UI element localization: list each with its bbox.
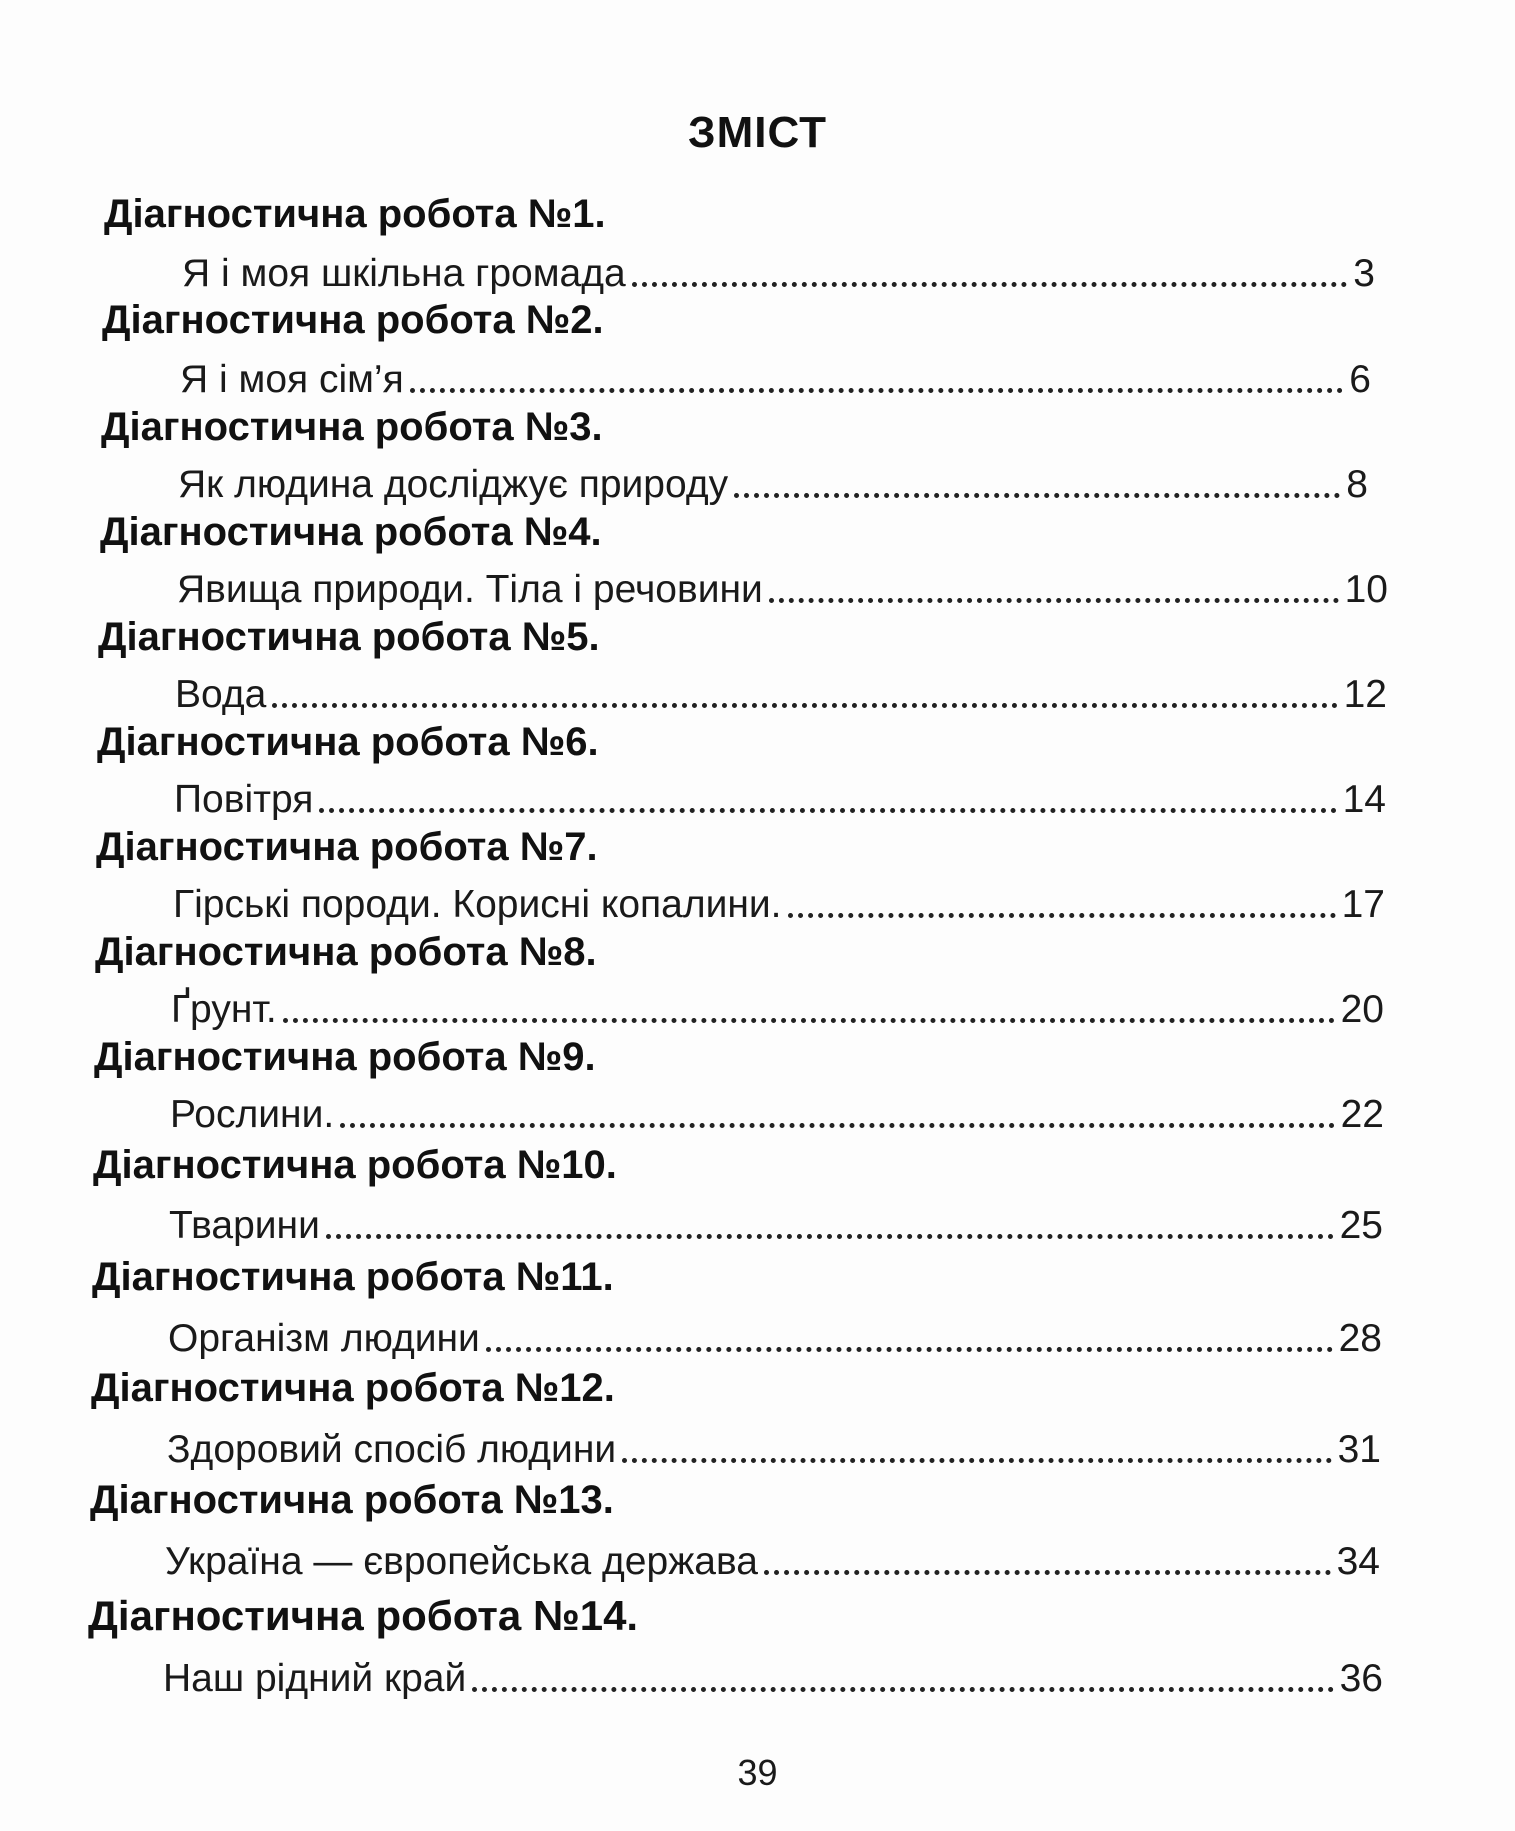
toc-heading-8: Діагностична робота №8. — [95, 930, 597, 974]
toc-entry-topic: Гірські породи. Корисні копалини. — [173, 883, 782, 926]
toc-entry-topic: Я і моя шкільна громада — [182, 252, 626, 295]
toc-heading-10: Діагностична робота №10. — [93, 1143, 617, 1187]
dot-leader — [622, 1458, 1331, 1463]
toc-heading-5: Діагностична робота №5. — [98, 615, 600, 659]
toc-heading-6: Діагностична робота №6. — [97, 720, 599, 764]
toc-entry-topic: Здоровий спосіб людини — [167, 1428, 617, 1471]
toc-heading-14: Діагностична робота №14. — [88, 1592, 639, 1639]
toc-heading-7: Діагностична робота №7. — [96, 825, 598, 869]
toc-heading-3: Діагностична робота №3. — [101, 405, 603, 449]
toc-entry-5[interactable] — [175, 667, 1387, 717]
toc-entry-8[interactable] — [171, 982, 1384, 1032]
toc-heading-1: Діагностична робота №1. — [104, 192, 606, 236]
toc-entry-9[interactable] — [170, 1087, 1384, 1137]
toc-entry-page: 8 — [1346, 463, 1368, 506]
dot-leader — [326, 1234, 1334, 1239]
toc-entry-11[interactable] — [168, 1311, 1382, 1361]
toc-entry-topic: Тварини — [169, 1204, 320, 1247]
dot-leader — [769, 598, 1339, 603]
dot-leader — [472, 1687, 1333, 1692]
toc-entry-2[interactable] — [180, 352, 1371, 402]
toc-entry-1[interactable] — [182, 246, 1375, 296]
toc-entry-page: 20 — [1340, 988, 1384, 1031]
toc-entry-topic: Організм людини — [168, 1317, 480, 1360]
toc-heading-9: Діагностична робота №9. — [94, 1035, 596, 1079]
dot-leader — [788, 913, 1336, 918]
dot-leader — [632, 282, 1348, 287]
page-title: ЗМІСТ — [688, 108, 827, 157]
toc-entry-10[interactable] — [169, 1198, 1383, 1248]
toc-entry-topic: Я і моя сім’я — [180, 358, 404, 401]
dot-leader — [764, 1570, 1331, 1575]
toc-entry-page: 34 — [1336, 1540, 1380, 1583]
toc-entry-page: 10 — [1344, 568, 1388, 611]
dot-leader — [283, 1018, 1335, 1023]
toc-entry-topic: Як людина досліджує природу — [178, 463, 729, 506]
toc-heading-4: Діагностична робота №4. — [100, 510, 602, 554]
toc-entry-page: 25 — [1339, 1204, 1383, 1247]
toc-entry-page: 22 — [1340, 1093, 1384, 1136]
dot-leader — [319, 808, 1336, 813]
dot-leader — [486, 1347, 1333, 1352]
toc-entry-topic: Повітря — [174, 778, 314, 821]
toc-heading-12: Діагностична робота №12. — [91, 1366, 615, 1410]
toc-entry-14[interactable] — [163, 1651, 1383, 1701]
toc-entry-topic: Наш рідний край — [163, 1657, 467, 1700]
toc-entry-page: 14 — [1342, 778, 1386, 821]
toc-heading-11: Діагностична робота №11. — [92, 1255, 614, 1299]
toc-entry-topic: Вода — [175, 673, 267, 716]
dot-leader — [734, 493, 1340, 498]
page-number: 39 — [737, 1752, 778, 1793]
toc-entry-topic: Рослини. — [170, 1093, 335, 1136]
dot-leader — [410, 388, 1344, 393]
toc-entry-6[interactable] — [174, 772, 1386, 822]
dot-leader — [272, 703, 1337, 708]
toc-entry-12[interactable] — [167, 1422, 1381, 1472]
toc-entry-13[interactable] — [165, 1534, 1380, 1584]
toc-entry-page: 31 — [1337, 1428, 1381, 1471]
toc-entry-4[interactable] — [177, 562, 1388, 612]
toc-entry-page: 6 — [1349, 358, 1371, 401]
toc-entry-7[interactable] — [173, 877, 1385, 927]
toc-entry-page: 36 — [1339, 1657, 1383, 1700]
toc-entry-page: 17 — [1341, 883, 1385, 926]
toc-heading-2: Діагностична робота №2. — [102, 298, 604, 342]
dot-leader — [340, 1123, 1334, 1128]
toc-entry-page: 28 — [1338, 1317, 1382, 1360]
toc-entry-topic: Явища природи. Тіла і речовини — [177, 568, 763, 611]
toc-heading-13: Діагностична робота №13. — [90, 1478, 614, 1522]
toc-entry-page: 12 — [1343, 673, 1387, 716]
toc-entry-page: 3 — [1353, 252, 1375, 295]
toc-entry-topic: Ґрунт. — [171, 988, 277, 1031]
toc-entry-3[interactable] — [178, 457, 1368, 507]
toc-entry-topic: Україна — європейська держава — [165, 1540, 758, 1583]
